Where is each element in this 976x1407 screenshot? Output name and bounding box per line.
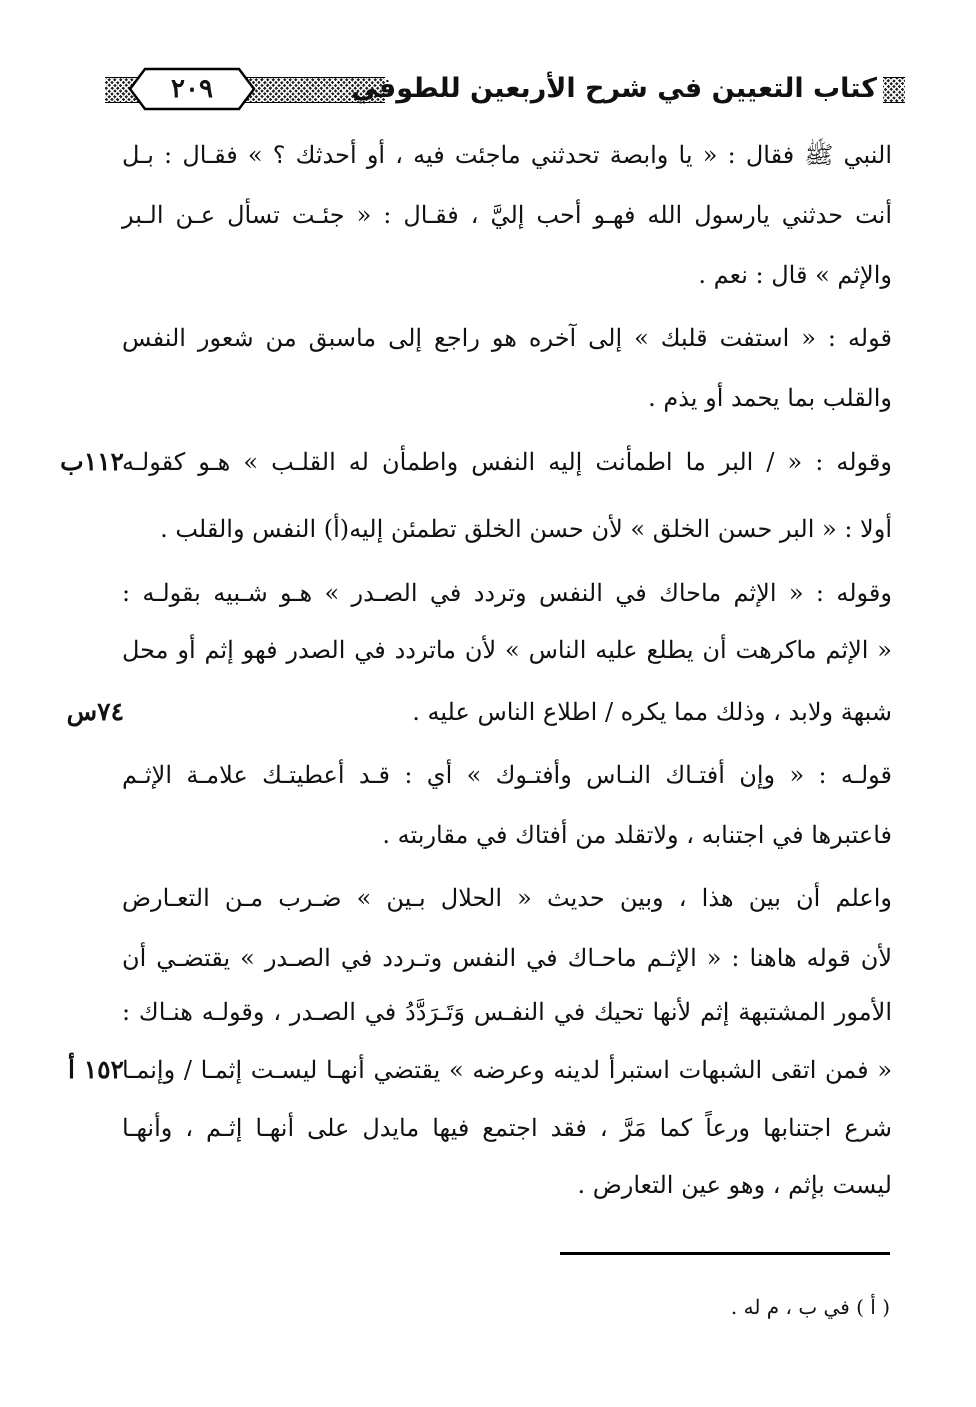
text-line: ليست بإثم ، وهو عين التعارض . — [577, 1171, 892, 1199]
margin-folio-note: ٧٤س — [66, 697, 124, 726]
footnote-separator — [560, 1252, 890, 1255]
text-line: أولا : « البر حسن الخلق » لأن حسن الخلق تطمئن إليه(أ) النفس والقلب . — [160, 515, 892, 543]
book-title: كتاب التعيين في شرح الأربعين للطوفي — [351, 73, 877, 104]
text-line: وقوله : « / البر ما اطمأنت إليه النفس واطمأن له القلـب » هـو كقولـه — [122, 448, 892, 476]
text-line: والقلب بما يحمد أو يذم . — [648, 384, 892, 412]
margin-folio-note: ١٥٢ أ — [68, 1055, 124, 1084]
text-line: قولـه : « وإن أفتـاك النـاس وأفتـوك » أي : قـد أعطيتـك علامـة الإثـم — [122, 761, 893, 789]
text-line: « الإثم ماكرهت أن يطلع عليه الناس » لأن ماتردد في الصدر فهو إثم أو محل — [122, 636, 892, 664]
text-line: النبي ﷺ فقال : « يا وابصة تحدثني ماجئت فيه ، أو أحدثك ؟ » فقـال : بـل — [122, 141, 892, 169]
text-line: أنت حدثني يارسول الله فهـو أحب إليَّ ، فقـال : « جئـت تسأل عـن الـبر — [122, 201, 892, 229]
text-line: الأمور المشتبهة إثم لأنها تحيك في النفـس وَتَـرَدَّدُ في الصـدر ، وقولـه هنـاك : — [122, 998, 892, 1026]
text-line: وقوله : « الإثم ماحاك في النفس وتردد في الصـدر » هـو شـبيه بقولـه : — [122, 579, 892, 607]
text-line: لأن قوله هاهنا : « الإثـم ماحـاك في النفس وتـردد في الصـدر » يقتضـي أن — [122, 944, 892, 972]
footnote: ( أ ) في ب ، م له . — [730, 1295, 890, 1319]
text-line: شرع اجتنابها ورعاً كما مَرَّ ، فقد اجتمع فيها مايدل على أنهـا إثـم ، وأنهـا — [122, 1114, 892, 1142]
page-number-badge — [127, 66, 257, 112]
text-line: « فمن اتقى الشبهات استبرأ لدينه وعرضه » يقتضي أنهـا ليسـت إثمـا / وإنمـا — [122, 1056, 892, 1084]
text-line: فاعتبرها في اجتنابه ، ولاتقلد من أفتاك في مقاربته . — [382, 821, 892, 849]
page-number: ٢٠٩ — [171, 74, 213, 104]
margin-folio-note: ١١٢ب — [60, 447, 124, 476]
text-line: شبهة ولابد ، وذلك مما يكره / اطلاع الناس عليه . — [412, 698, 892, 726]
text-line: والإثم » قال : نعم . — [698, 261, 892, 289]
text-line: واعلم أن بين هذا ، وبين حديث « الحلال بـين » ضـرب مـن التعـارض — [122, 884, 892, 912]
page-header — [105, 64, 910, 114]
header-ornament-cap — [883, 77, 905, 103]
text-line: قوله : « استفت قلبك » إلى آخره هو راجع إلى ماسبق من شعور النفس — [122, 324, 892, 352]
